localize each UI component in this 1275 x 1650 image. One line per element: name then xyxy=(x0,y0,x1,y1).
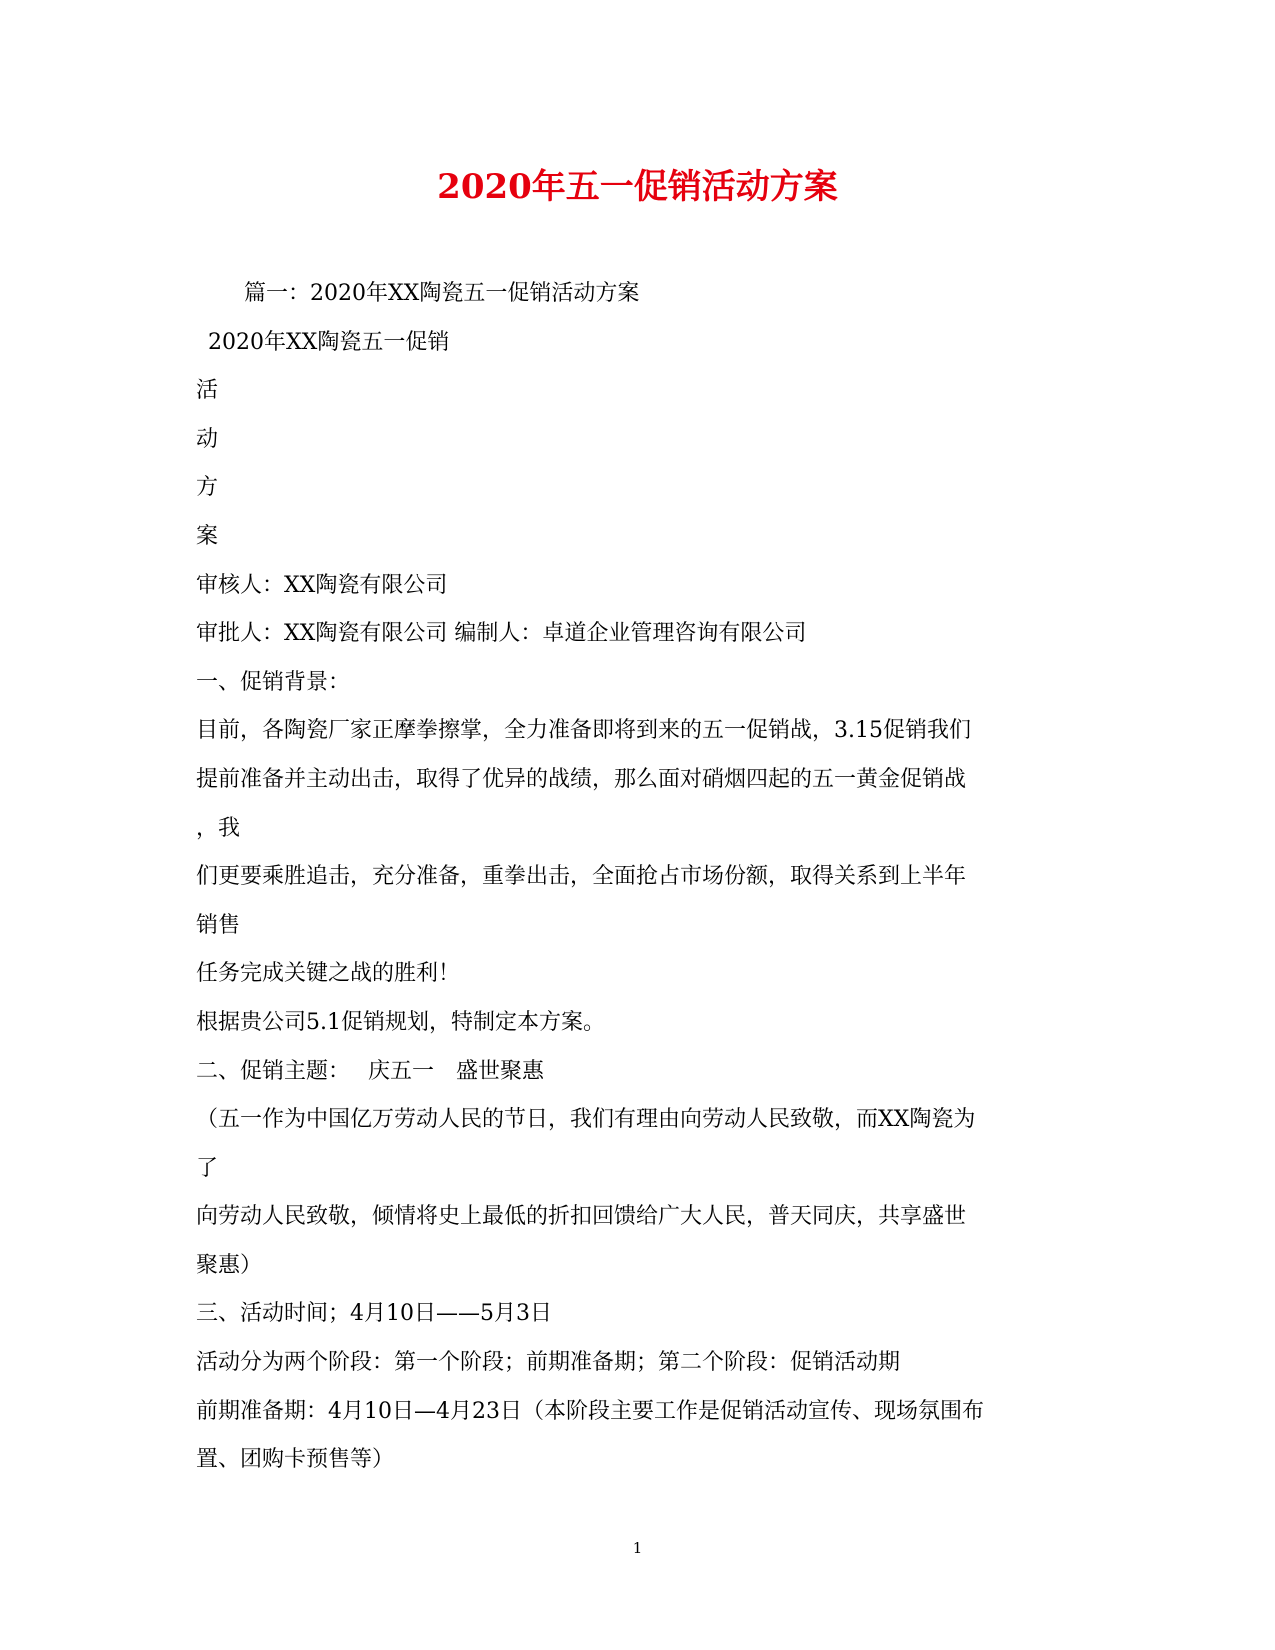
text-line: 审核人：XX陶瓷有限公司 xyxy=(196,572,448,598)
text-line: 销售 xyxy=(196,912,241,938)
text-line: 置、团购卡预售等） xyxy=(196,1447,395,1473)
text-line: 方 xyxy=(196,475,219,501)
text-line: 案 xyxy=(196,523,219,549)
page-title: 2020年五一促销活动方案 xyxy=(437,167,838,207)
text-line: 了 xyxy=(196,1155,219,1181)
text-line: 活动分为两个阶段：第一个阶段；前期准备期；第二个阶段：促销活动期 xyxy=(196,1350,901,1376)
section-heading: 二、促销主题： 庆五一 盛世聚惠 xyxy=(196,1058,544,1084)
text-line: 前期准备期：4月10日—4月23日（本阶段主要工作是促销活动宣传、现场氛围布 xyxy=(196,1398,984,1424)
text-line: 们更要乘胜追击，充分准备，重拳出击，全面抢占市场份额，取得关系到上半年 xyxy=(196,864,967,890)
page-number: 1 xyxy=(632,1539,643,1557)
text-line: 向劳动人民致敬，倾情将史上最低的折扣回馈给广大人民，普天同庆，共享盛世 xyxy=(196,1204,967,1230)
text-line: 根据贵公司5.1促销规划，特制定本方案。 xyxy=(196,1009,605,1035)
section-heading: 三、活动时间；4月10日——5月3日 xyxy=(196,1301,552,1327)
text-line: ，我 xyxy=(196,815,241,841)
text-line: 审批人：XX陶瓷有限公司 编制人：卓道企业管理咨询有限公司 xyxy=(196,621,807,647)
text-line: 动 xyxy=(196,426,219,452)
text-line: （五一作为中国亿万劳动人民的节日，我们有理由向劳动人民致敬，而XX陶瓷为 xyxy=(196,1107,976,1133)
text-line: 聚惠） xyxy=(196,1252,263,1278)
text-line: 提前准备并主动出击，取得了优异的战绩，那么面对硝烟四起的五一黄金促销战 xyxy=(196,766,967,792)
text-line: 任务完成关键之战的胜利！ xyxy=(196,961,461,987)
text-line: 2020年XX陶瓷五一促销 xyxy=(208,329,450,355)
section-heading: 一、促销背景： xyxy=(196,669,351,695)
text-line: 活 xyxy=(196,378,219,404)
text-line: 篇一：2020年XX陶瓷五一促销活动方案 xyxy=(244,281,640,306)
text-line: 目前，各陶瓷厂家正摩拳擦掌，全力准备即将到来的五一促销战，3.15促销我们 xyxy=(196,718,971,744)
document-body xyxy=(196,270,1096,1485)
